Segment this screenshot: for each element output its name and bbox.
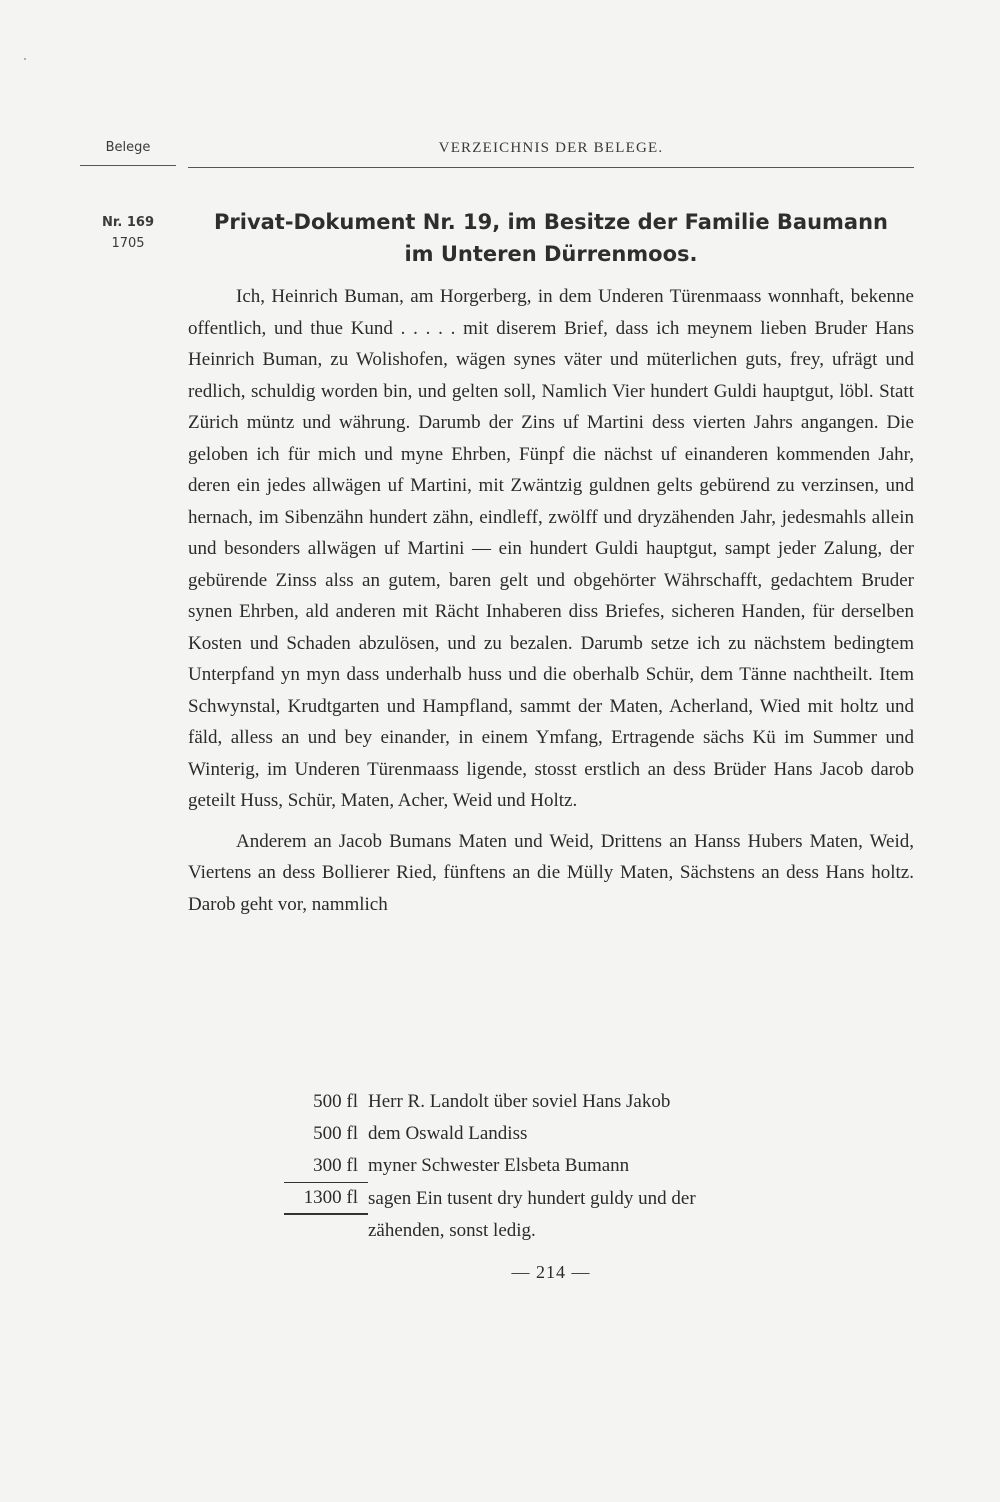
document-title-line-2: im Unteren Dürrenmoos. <box>404 242 698 266</box>
margin-note <box>80 212 176 254</box>
running-header-title: VERZEICHNIS DER BELEGE. <box>188 140 914 168</box>
ledger-text: Herr R. Landolt über soviel Hans Jakob <box>368 1091 671 1112</box>
paragraph-1: Ich, Heinrich Buman, am Horgerberg, in dem Underen Türenmaass wonnhaft, bekenne offentlich, und thue Kund . . . . . mit diserem Brief, dass ich meynem lieben Bruder Hans Heinrich Buman, zu Wolishofen, wägen synes väter und müterlichen guts, frey, ufrägt und redlich, schuldig worden bin, und gelten soll, Namlich Vier hundert Guldi hauptgut, löbl. Statt Zürich müntz und währung. Darumb der Zins uf Martini dess vierten Jahrs angangen. Die geloben ich für mich und myne Ehrben, Fünpf die nächst uf einanderen kommenden Jahr, deren ein jedes allwägen uf Martini, mit Zwäntzig guldnen gelts gebürend zu verzinsen, und hernach, im Sibenzähn hundert zähn, eindleff, zwölff und dryzähenden Jahr, jedesmahls allein und besonders allwägen uf Martini — ein hundert Guldi hauptgut, sampt jeder Zalung, der gebürende Zinss alss an gutem, baren gelt und obgehörter Währschafft, gedachtem Bruder synen Ehrben, ald anderen mit Rächt Inhaberen diss Briefes, sicheren Handen, für derselben Kosten und Schaden abzulösen, und zu bezalen. Darumb setze ich zu nächstem bedingtem Unterpfand yn myn dass underhalb huss und die oberhalb Schür, dem Tänne nachtheilt. Item Schwynstal, Krudtgarten und Hampfland, sammt der Maten, Acherland, Wied mit holtz und fäld, alless an und bey einander, in einem Ymfang, Ertragende sächs Kü im Summer und Winterig, im Underen Türenmaass ligende, stosst erstlich an dess Brüder Hans Jacob darob geteilt Huss, Schür, Maten, Acher, Weid und Holtz. <box>188 286 914 811</box>
document-title-line-1: Privat-Dokument Nr. 19, im Besitze der Familie Baumann <box>214 210 888 234</box>
ledger-row <box>284 1150 844 1183</box>
ledger <box>284 1086 844 1247</box>
ledger-continuation: zähenden, sonst ledig. <box>368 1220 536 1241</box>
ledger-text: myner Schwester Elsbeta Bumann <box>368 1155 630 1176</box>
ledger-amount: 300 fl <box>284 1150 368 1183</box>
ledger-text: dem Oswald Landiss <box>368 1123 528 1144</box>
body-text <box>188 281 914 920</box>
document-number: Nr. 169 <box>101 215 155 230</box>
ledger-amount: 500 fl <box>313 1123 358 1144</box>
running-header-left: Belege <box>80 140 176 166</box>
document-year: 1705 <box>111 236 145 251</box>
ledger-total-text: sagen Ein tusent dry hundert guldy und der <box>368 1188 696 1209</box>
document-title <box>188 206 914 270</box>
ledger-row <box>284 1118 844 1150</box>
ledger-total-row <box>284 1183 844 1215</box>
ledger-total-amount: 1300 fl <box>284 1183 368 1215</box>
scan-speck <box>24 58 26 60</box>
paragraph-2: Anderem an Jacob Bumans Maten und Weid, Drittens an Hanss Hubers Maten, Weid, Viertens an dess Bollierer Ried, fünftens an die Mülly Maten, Sächstens an dess Hans holtz. Darob geht vor, nammlich <box>188 830 914 915</box>
page-number: — 214 — <box>511 1262 591 1282</box>
ledger-row <box>284 1086 844 1118</box>
ledger-amount: 500 fl <box>313 1091 358 1112</box>
